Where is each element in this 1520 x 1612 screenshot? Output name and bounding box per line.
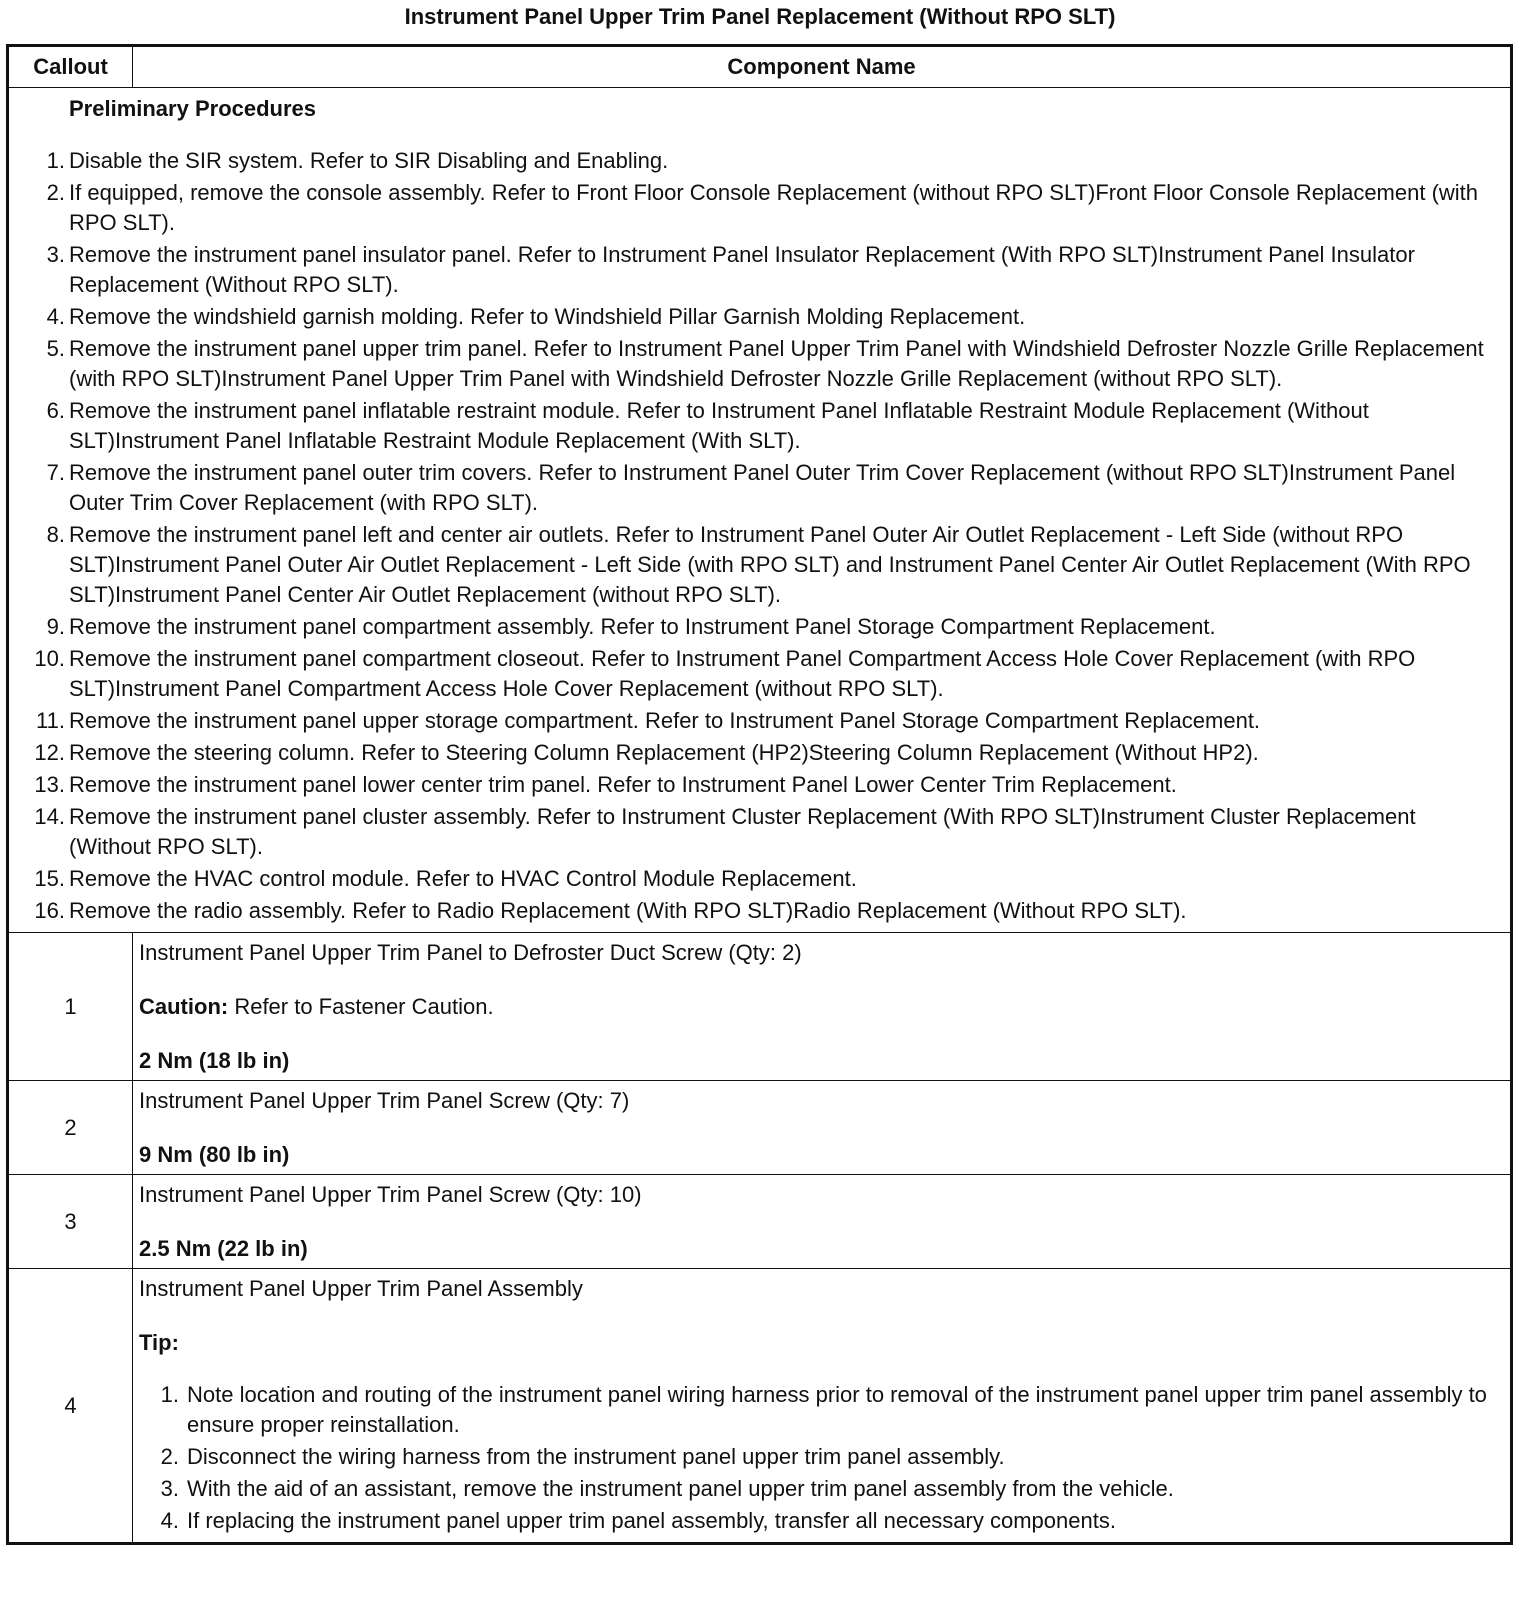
callout-number: 1 (8, 933, 133, 1081)
tip-step-number: 2. (160, 1444, 179, 1469)
preliminary-step (13, 706, 1498, 736)
callout-number: 2 (8, 1081, 133, 1175)
step-text: Remove the instrument panel left and center air outlets. Refer to Instrument Panel Outer Air Outlet Replacement - Left Side (without RPO SLT)Instrument Panel Outer Air Outlet Replacement - Left Side (with RPO SLT) and Instrument Panel Center Air Outlet Replacement (With RPO SLT)Instrument Panel Center Air Outlet Replacement (without RPO SLT). (69, 522, 1471, 607)
torque-spec: 9 Nm (80 lb in) (139, 1142, 290, 1167)
step-number: 8. (46, 522, 65, 547)
step-text: Remove the instrument panel compartment assembly. Refer to Instrument Panel Storage Compartment Replacement. (69, 614, 1216, 639)
step-number: 5. (46, 336, 65, 361)
callout-row (8, 1081, 1512, 1175)
step-text: Remove the radio assembly. Refer to Radio Replacement (With RPO SLT)Radio Replacement (Without RPO SLT). (69, 898, 1187, 923)
caution-label: Caution: (139, 994, 229, 1019)
step-text: If equipped, remove the console assembly. Refer to Front Floor Console Replacement (without RPO SLT)Front Floor Console Replacement (with RPO SLT). (69, 180, 1479, 235)
preliminary-step (13, 302, 1498, 332)
step-text: Remove the instrument panel compartment closeout. Refer to Instrument Panel Compartment Access Hole Cover Replacement (with RPO SLT)Instrument Panel Compartment Access Hole Cover Replacement (without RPO SLT). (69, 646, 1416, 701)
step-number: 1. (46, 148, 65, 173)
step-text: Remove the steering column. Refer to Steering Column Replacement (HP2)Steering Column Replacement (Without HP2). (69, 740, 1259, 765)
preliminary-procedures-heading: Preliminary Procedures (69, 96, 317, 121)
tip-label: Tip: (139, 1330, 179, 1355)
step-text: Disable the SIR system. Refer to SIR Disabling and Enabling. (69, 148, 669, 173)
step-number: 7. (46, 460, 65, 485)
step-number: 12. (34, 740, 65, 765)
step-text: Remove the instrument panel insulator panel. Refer to Instrument Panel Insulator Replacement (With RPO SLT)Instrument Panel Insulator Replacement (Without RPO SLT). (69, 242, 1415, 297)
component-name: Instrument Panel Upper Trim Panel Assembly (139, 1276, 583, 1301)
preliminary-step (13, 612, 1498, 642)
callout-row (8, 933, 1512, 1081)
component-name: Instrument Panel Upper Trim Panel Screw (Qty: 7) (139, 1088, 630, 1113)
step-number: 10. (34, 646, 65, 671)
step-text: Remove the instrument panel lower center trim panel. Refer to Instrument Panel Lower Center Trim Replacement. (69, 772, 1177, 797)
step-number: 6. (46, 398, 65, 423)
tip-step-number: 1. (160, 1382, 179, 1407)
preliminary-row (8, 88, 1512, 933)
tip-steps-list (139, 1380, 1502, 1536)
callout-column-header: Callout (8, 46, 133, 88)
step-text: Remove the instrument panel upper trim panel. Refer to Instrument Panel Upper Trim Panel with Windshield Defroster Nozzle Grille Replacement (with RPO SLT)Instrument Panel Upper Trim Panel with Windshield Defroster Nozzle Grille Replacement (without RPO SLT). (69, 336, 1484, 391)
step-number: 4. (46, 304, 65, 329)
step-number: 3. (46, 242, 65, 267)
callout-number: 4 (8, 1269, 133, 1544)
table-header-row (8, 46, 1512, 88)
preliminary-procedures-cell (8, 88, 1512, 933)
callout-table (6, 44, 1513, 1545)
step-text: Remove the instrument panel upper storage compartment. Refer to Instrument Panel Storage Compartment Replacement. (69, 708, 1261, 733)
step-text: Remove the instrument panel cluster assembly. Refer to Instrument Cluster Replacement (With RPO SLT)Instrument Cluster Replacement (Without RPO SLT). (69, 804, 1416, 859)
step-number: 9. (46, 614, 65, 639)
component-cell (133, 933, 1512, 1081)
tip-step-text: If replacing the instrument panel upper trim panel assembly, transfer all necessary components. (187, 1508, 1116, 1533)
tip-step (139, 1506, 1502, 1536)
callout-number: 3 (8, 1175, 133, 1269)
preliminary-step (13, 240, 1498, 300)
preliminary-step (13, 396, 1498, 456)
tip-step-number: 3. (160, 1476, 179, 1501)
tip-step (139, 1474, 1502, 1504)
preliminary-step (13, 178, 1498, 238)
callout-row (8, 1269, 1512, 1544)
preliminary-steps-list (13, 146, 1498, 926)
step-number: 14. (34, 804, 65, 829)
tip-step-number: 4. (160, 1508, 179, 1533)
preliminary-step (13, 896, 1498, 926)
component-cell (133, 1175, 1512, 1269)
step-number: 16. (34, 898, 65, 923)
preliminary-step (13, 770, 1498, 800)
preliminary-step (13, 802, 1498, 862)
preliminary-step (13, 738, 1498, 768)
component-cell (133, 1081, 1512, 1175)
caution-note (139, 992, 1502, 1022)
step-number: 11. (36, 708, 65, 733)
document-title: Instrument Panel Upper Trim Panel Replacement (Without RPO SLT) (404, 4, 1116, 29)
tip-step-text: With the aid of an assistant, remove the instrument panel upper trim panel assembly from the vehicle. (187, 1476, 1174, 1501)
step-number: 2. (46, 180, 65, 205)
tip-step (139, 1442, 1502, 1472)
component-name: Instrument Panel Upper Trim Panel to Defroster Duct Screw (Qty: 2) (139, 940, 802, 965)
tip-step-text: Disconnect the wiring harness from the instrument panel upper trim panel assembly. (187, 1444, 1005, 1469)
callout-row (8, 1175, 1512, 1269)
component-column-header: Component Name (133, 46, 1512, 88)
preliminary-step (13, 644, 1498, 704)
tip-step-text: Note location and routing of the instrument panel wiring harness prior to removal of the instrument panel upper trim panel assembly to ensure proper reinstallation. (187, 1382, 1487, 1437)
step-text: Remove the instrument panel outer trim covers. Refer to Instrument Panel Outer Trim Cover Replacement (without RPO SLT)Instrument Panel Outer Trim Cover Replacement (with RPO SLT). (69, 460, 1456, 515)
step-text: Remove the windshield garnish molding. Refer to Windshield Pillar Garnish Molding Replacement. (69, 304, 1026, 329)
preliminary-step (13, 864, 1498, 894)
preliminary-step (13, 520, 1498, 610)
step-text: Remove the HVAC control module. Refer to HVAC Control Module Replacement. (69, 866, 857, 891)
caution-text: Refer to Fastener Caution. (228, 994, 494, 1019)
step-number: 13. (34, 772, 65, 797)
torque-spec: 2.5 Nm (22 lb in) (139, 1236, 308, 1261)
torque-spec: 2 Nm (18 lb in) (139, 1048, 290, 1073)
preliminary-step (13, 334, 1498, 394)
tip-step (139, 1380, 1502, 1440)
preliminary-step (13, 458, 1498, 518)
step-number: 15. (34, 866, 65, 891)
component-cell (133, 1269, 1512, 1544)
step-text: Remove the instrument panel inflatable restraint module. Refer to Instrument Panel Inflatable Restraint Module Replacement (Without SLT)Instrument Panel Inflatable Restraint Module Replacement (With SLT). (69, 398, 1369, 453)
preliminary-step (13, 146, 1498, 176)
component-name: Instrument Panel Upper Trim Panel Screw (Qty: 10) (139, 1182, 642, 1207)
